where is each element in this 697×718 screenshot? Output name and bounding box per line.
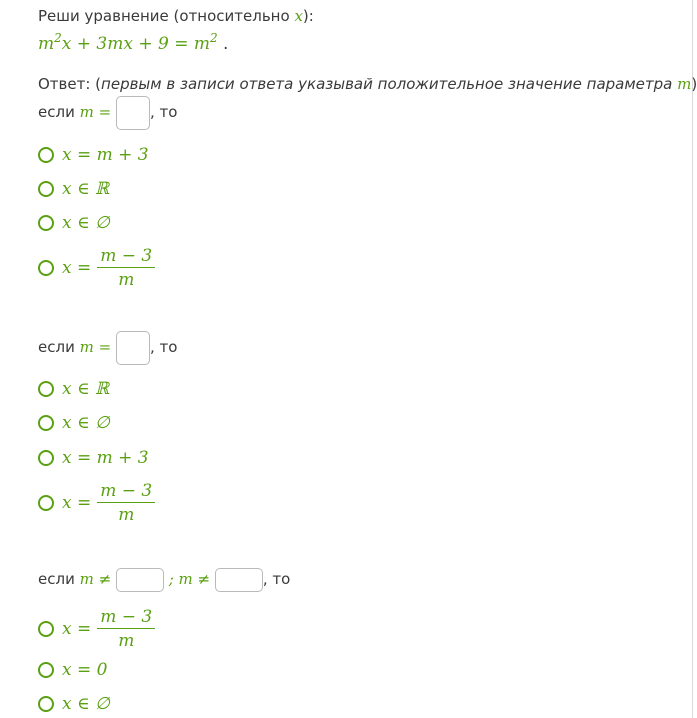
fraction [97,607,155,651]
option-text: x ∈ ℝ [62,179,110,199]
m-exclusion-input-1[interactable] [116,568,164,592]
option-text: x ∈ ℝ [62,379,110,399]
block2-option-2[interactable] [38,412,110,434]
radio-button[interactable] [38,147,54,163]
equation-exponent: 2 [54,31,62,45]
block1-option-1[interactable] [38,144,149,166]
equation-m: m [38,34,55,54]
radio-button[interactable] [38,621,54,637]
separator: ; [168,570,179,588]
then-label: , то [149,103,178,121]
option-lhs: x = [62,258,92,278]
radio-button[interactable] [38,662,54,678]
then-label: , то [262,570,291,588]
option-text: x = m + 3 [62,448,149,468]
equation-period: . [217,34,229,54]
radio-button[interactable] [38,495,54,511]
option-text: x ∈ ∅ [62,694,110,714]
fraction-numerator: m − 3 [100,607,153,627]
m-value-input-1[interactable] [116,96,150,130]
answer-header [38,74,697,94]
equation-exponent-2: 2 [209,31,218,45]
block2-condition [38,329,177,365]
answer-close-paren: ) [691,75,697,93]
answer-hint-variable: m [677,75,692,93]
option-text: x = m + 3 [62,145,149,165]
block1-option-2[interactable] [38,178,109,200]
option-text: x = 0 [62,660,108,680]
block3-option-3[interactable] [38,693,110,715]
m-exclusion-input-2[interactable] [215,568,263,592]
block2-option-3[interactable] [38,447,149,469]
fraction-numerator: m − 3 [100,481,153,501]
answer-label: Ответ: ( [38,75,102,93]
instruction-variable: x [294,7,303,25]
option-lhs: x = [62,493,92,513]
radio-button[interactable] [38,696,54,712]
block1-option-3[interactable] [38,212,110,234]
fraction [97,246,155,290]
fraction-numerator: m − 3 [100,246,153,266]
block3-condition [38,566,290,592]
condition-expression-2: m ≠ [178,570,211,588]
block3-option-1[interactable] [38,607,155,651]
answer-hint: первым в записи ответа указывай положительное значение параметра [101,75,678,93]
radio-button[interactable] [38,415,54,431]
block3-option-2[interactable] [38,659,107,681]
option-expression [62,481,155,525]
condition-expression: m = [79,338,112,356]
instruction-suffix: ): [302,7,314,25]
option-text: x ∈ ∅ [62,413,110,433]
fraction-denominator: m [118,270,135,290]
condition-expression: m = [79,103,112,121]
block2-option-1[interactable] [38,378,109,400]
radio-button[interactable] [38,260,54,276]
option-text: x ∈ ∅ [62,213,110,233]
if-label: если [38,338,80,356]
m-value-input-2[interactable] [116,331,150,365]
instruction-text: Реши уравнение (относительно [38,7,295,25]
if-label: если [38,570,80,588]
fraction [97,481,155,525]
option-lhs: x = [62,619,92,639]
then-label: , то [149,338,178,356]
condition-expression-1: m ≠ [79,570,112,588]
block1-option-4[interactable] [38,246,155,290]
block1-condition [38,94,177,130]
if-label: если [38,103,80,121]
fraction-denominator: m [118,631,135,651]
option-expression [62,607,155,651]
task-instruction [38,6,314,26]
equation-body: x + 3mx + 9 = m [61,34,210,54]
radio-button[interactable] [38,450,54,466]
radio-button[interactable] [38,181,54,197]
option-expression [62,246,155,290]
radio-button[interactable] [38,381,54,397]
radio-button[interactable] [38,215,54,231]
equation [38,31,229,55]
fraction-denominator: m [118,505,135,525]
block2-option-4[interactable] [38,481,155,525]
